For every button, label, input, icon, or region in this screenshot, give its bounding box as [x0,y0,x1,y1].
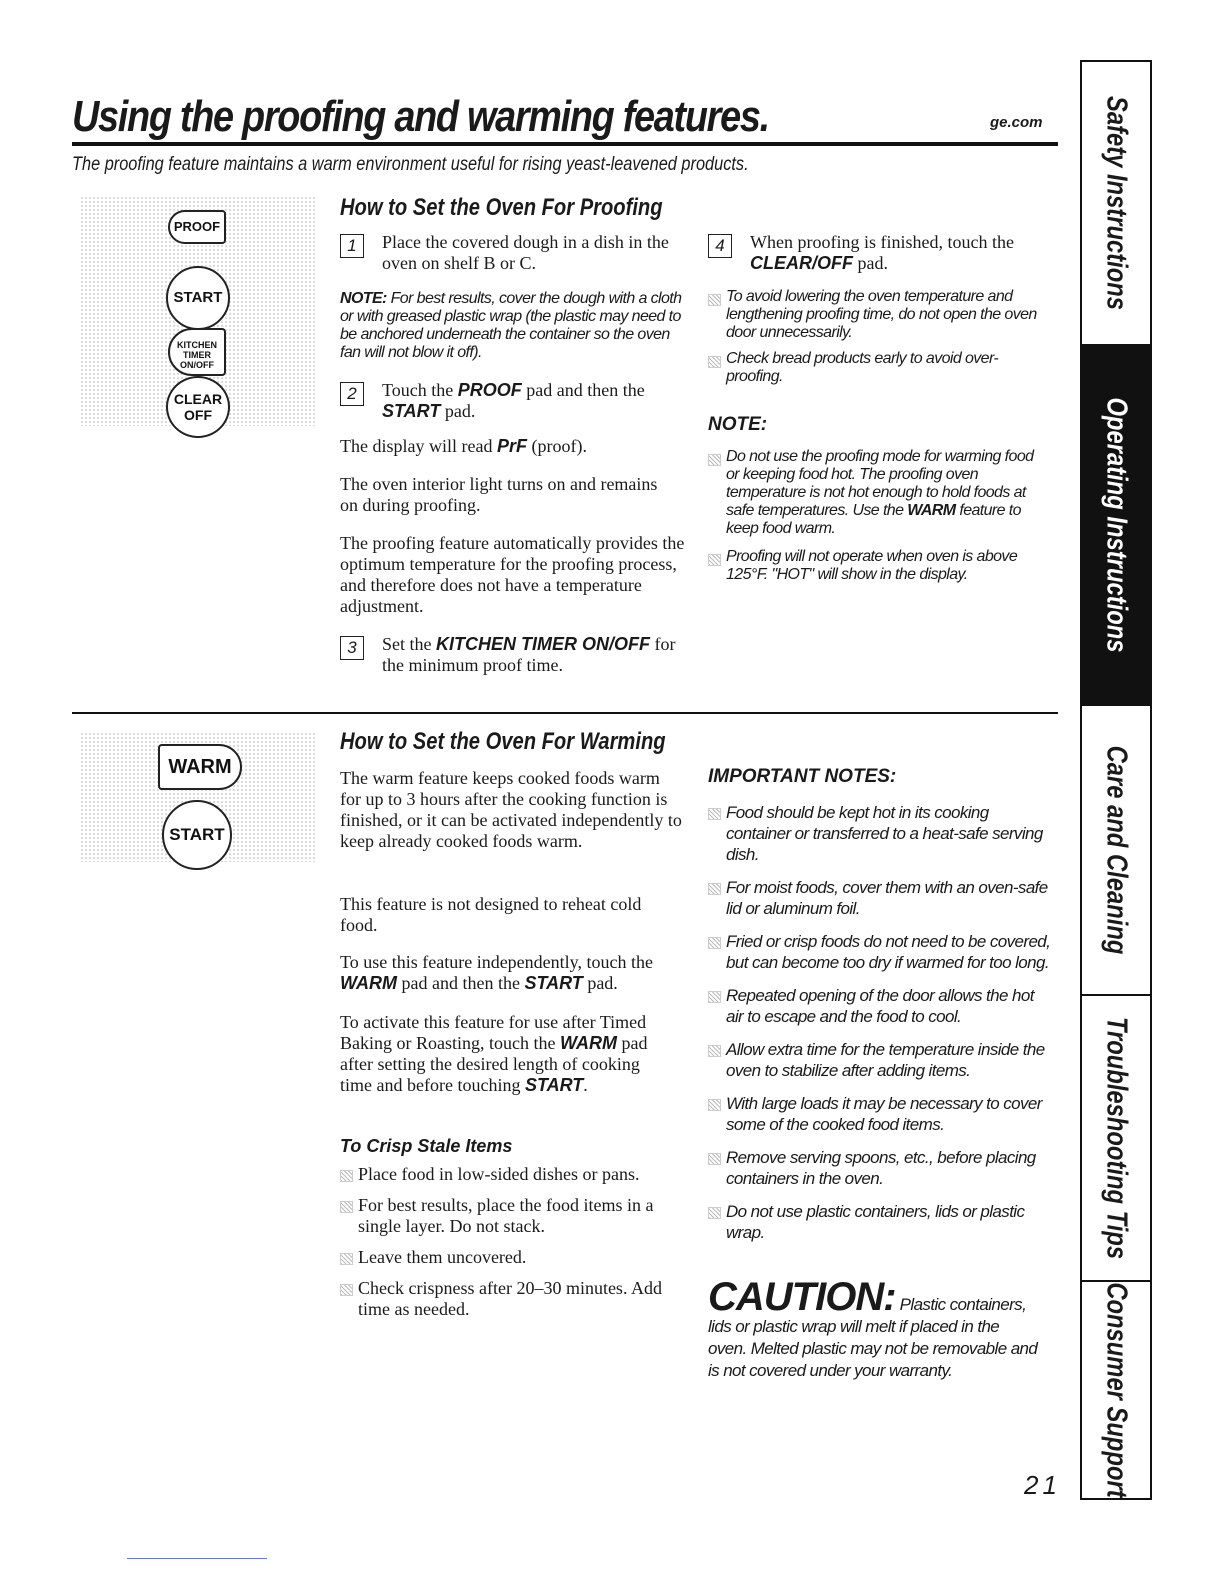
para-text: pad and then the [397,973,525,993]
note-label: NOTE: [340,290,387,307]
prf-label: PrF [496,436,527,456]
step-text: Touch the [382,380,458,400]
step-text: When proofing is finished, touch the [750,232,1014,252]
step-number: 4 [708,234,732,258]
site-url: ge.com [990,114,1043,131]
proofing-tips [708,288,1038,386]
crisp-list [340,1164,685,1320]
para-text: To activate this feature for use after Timed Baking or Roasting, touch the [340,1012,647,1053]
important-item: With large loads it may be necessary to cover some of the cooked food items. [708,1093,1053,1135]
tab-safety-instructions[interactable] [1082,62,1150,346]
step-text: Place the covered dough in a dish in the oven on shelf B or C. [382,232,669,273]
kitchen-timer-pad [168,328,226,376]
crisp-item: Leave them uncovered. [340,1247,685,1268]
step-text: for the minimum proof time. [382,634,676,675]
start-pad: START [166,266,230,330]
display-pre: The display will read [340,436,497,456]
note-item: Proofing will not operate when oven is above 125°F. "HOT" will show in the display. [708,548,1048,584]
clear-off-pad [166,376,230,438]
tab-label: Troubleshooting Tips [1100,1016,1133,1260]
warm-label: WARM [907,502,956,519]
step-text: pad. [440,401,476,421]
important-heading: IMPORTANT NOTES: [708,766,897,787]
warm-pad: WARM [158,744,242,790]
step-text: pad. [853,253,888,273]
step-number: 2 [340,382,364,406]
caution-block [708,1275,1038,1382]
step-text: Set the [382,634,436,654]
proofing-para-1: The oven interior light turns on and remains on during proofing. [340,474,658,515]
start-label: START [524,973,583,993]
clear-off-label: CLEAR/OFF [750,253,853,273]
footer-line [127,1558,267,1559]
para-text: . [583,1075,588,1095]
step-number: 1 [340,234,364,258]
proofing-notes [708,448,1048,584]
onoff-label: ON/OFF [180,360,214,370]
crisp-item: Check crispness after 20–30 minutes. Add time as needed. [340,1278,685,1320]
step-number: 3 [340,636,364,660]
tip-item: To avoid lowering the oven temperature and lengthening proofing time, do not open the oven door unnecessarily. [708,288,1038,342]
section-sidebar [1080,60,1152,1500]
important-item: For moist foods, cover them with an oven-safe lid or aluminum foil. [708,877,1053,919]
important-list [708,802,1053,1243]
step-text: pad and then the [521,380,645,400]
page-number: 21 [1024,1470,1061,1500]
note-text: For best results, cover the dough with a cloth or with greased plastic wrap (the plastic may need to be anchored underneath the container so the oven fan will not blow it off). [340,290,682,361]
warm-label: WARM [559,1033,617,1053]
proof-label: PROOF [457,380,522,400]
proof-pad: PROOF [168,210,226,244]
tab-label: Consumer Support [1100,1282,1133,1498]
kitchen-timer-label: KITCHEN TIMER ON/OFF [436,634,650,654]
proofing-step-2 [340,380,685,422]
important-item: Allow extra time for the temperature inside the oven to stabilize after adding items. [708,1039,1053,1081]
note-item [708,448,1048,538]
caution-label: CAUTION: [708,1275,896,1319]
warming-para-3 [340,952,685,994]
display-post: (proof). [526,436,587,456]
para-text: pad. [582,973,618,993]
tab-label: Care and Cleaning [1100,745,1133,955]
note-text: Do not use the proofing mode for warming food or keeping food hot. The proofing oven temperature is not hot enough to hold foods at safe temperatures. Use the [726,448,1034,519]
timer-label: TIMER [183,350,211,360]
para-text: To use this feature independently, touch the [340,952,653,972]
kitchen-label: KITCHEN [177,340,217,350]
crisp-item: For best results, place the food items in a single layer. Do not stack. [340,1195,685,1237]
off-label: OFF [184,407,212,423]
important-item: Remove serving spoons, etc., before placing containers in the oven. [708,1147,1053,1189]
display-text [340,436,685,457]
note-text: feature to keep food warm. [726,502,1021,537]
important-item: Food should be kept hot in its cooking container or transferred to a heat-safe serving dish. [708,802,1053,865]
proofing-pad-panel [80,196,316,426]
start-pad: START [162,800,232,870]
proofing-step-3 [340,634,685,676]
warming-para-2: This feature is not designed to reheat cold food. [340,894,642,935]
crisp-heading: To Crisp Stale Items [340,1136,513,1156]
proofing-step-4 [708,232,1058,274]
proofing-step-1 [340,232,685,274]
tab-operating-instructions[interactable] [1082,346,1150,706]
tab-consumer-support[interactable] [1082,1282,1150,1498]
proofing-note-1 [340,290,690,362]
proofing-heading: How to Set the Oven For Proofing [340,194,663,221]
note-heading: NOTE: [708,414,768,435]
page-subtitle: The proofing feature maintains a warm environment useful for rising yeast-leavened products. [72,154,749,175]
para-text: pad after setting the desired length of cooking time and before touching [340,1033,648,1095]
tip-item: Check bread products early to avoid over-proofing. [708,350,1038,386]
warming-para-1: The warm feature keeps cooked foods warm for up to 3 hours after the cooking function is finished, or it can be activated independently to keep already cooked foods warm. [340,768,682,851]
warming-para-4 [340,1012,660,1096]
crisp-item: Place food in low-sided dishes or pans. [340,1164,685,1185]
start-label: START [524,1075,584,1095]
tab-troubleshooting-tips[interactable] [1082,996,1150,1282]
tab-care-and-cleaning[interactable] [1082,706,1150,996]
tab-label: Operating Instructions [1100,397,1133,653]
title-rule [72,142,1058,146]
important-item: Do not use plastic containers, lids or plastic wrap. [708,1201,1053,1243]
warming-pad-panel [80,732,316,862]
important-item: Fried or crisp foods do not need to be covered, but can become too dry if warmed for too long. [708,931,1053,973]
important-item: Repeated opening of the door allows the hot air to escape and the food to cool. [708,985,1053,1027]
warming-heading: How to Set the Oven For Warming [340,728,666,755]
clear-label: CLEAR [173,391,223,407]
page-title: Using the proofing and warming features. [72,92,769,141]
start-label: START [382,401,441,421]
tab-label: Safety Instructions [1100,95,1133,311]
proofing-para-2: The proofing feature automatically provides the optimum temperature for the proofing process, and therefore does not have a temperature adjustment. [340,533,685,616]
section-rule [72,712,1058,714]
warm-label: WARM [340,973,397,993]
caution-text: Plastic containers, lids or plastic wrap will melt if placed in the oven. Melted plastic may not be removable and is not covered under your warranty. [708,1295,1038,1380]
